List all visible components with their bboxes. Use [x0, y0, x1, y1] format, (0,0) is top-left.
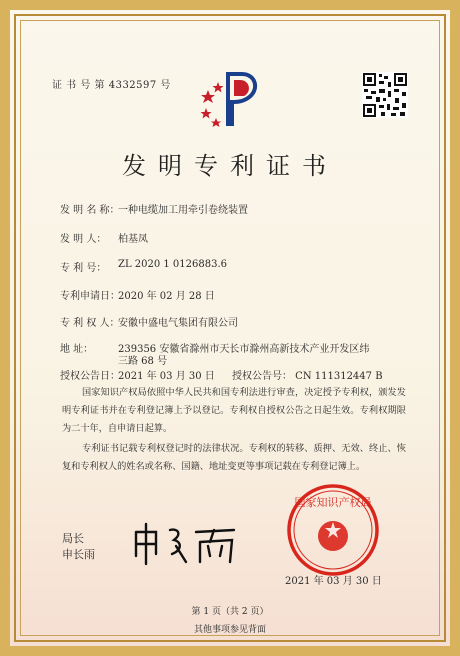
official-seal [285, 482, 381, 578]
director-name: 申长雨 [62, 548, 95, 561]
field-label-patent-no: 专 利 号： [60, 263, 107, 274]
field-value-patent-no: ZL 2020 1 0126883.6 [118, 259, 228, 270]
field-label-address: 地 址： [60, 344, 94, 355]
director-signature [130, 520, 250, 566]
field-value-invention-name: 一种电缆加工用牵引卷绕装置 [118, 205, 248, 216]
field-label-invention-name: 发 明 名 称： [60, 205, 120, 216]
announcement-number: 授权公告号： CN 111312447 B [232, 371, 383, 382]
footer-note: 其他事项参见背面 [193, 625, 266, 635]
field-label-patentee: 专 利 权 人： [60, 318, 120, 329]
page-number: 第 1 页（共 2 页） [191, 607, 269, 617]
field-value-inventor: 柏基凤 [118, 234, 148, 245]
certificate-number: 证 书 号 第 4332597 号 [52, 80, 171, 91]
field-value-grant-date: 2021 年 03 月 30 日 [118, 371, 215, 382]
field-label-filing-date: 专利申请日： [60, 291, 120, 302]
field-value-filing-date: 2020 年 02 月 28 日 [118, 291, 215, 302]
certificate-title: 发明专利证书 [122, 152, 338, 180]
field-value-address-line2: 三路 68 号 [118, 356, 168, 367]
field-label-inventor: 发 明 人： [60, 234, 107, 245]
field-label-grant-date: 授权公告日： [60, 371, 120, 382]
director-role: 局长 [62, 532, 84, 545]
seal-text: 国家知识产权局 [294, 496, 372, 509]
field-value-patentee: 安徽中盛电气集团有限公司 [118, 318, 238, 329]
paragraph-grant: 国家知识产权局依照中华人民共和国专利法进行审查，决定授予专利权，颁发发明专利证书并在专利登记簿上予以登记。专利权自授权公告之日起生效。专利权期限为二十年，自申请日起算。 [62, 387, 406, 434]
cnipa-emblem-icon [198, 68, 264, 128]
field-value-address: 239356 安徽省滁州市天长市滁州高新技术产业开发区纬 [118, 344, 370, 355]
paragraph-legal-status: 专利证书记载专利权登记时的法律状况。专利权的转移、质押、无效、终止、恢复和专利权人的姓名或名称、国籍、地址变更等事项记载在专利登记簿上。 [62, 443, 406, 472]
qr-code-icon [362, 72, 408, 118]
seal-date: 2021 年 03 月 30 日 [285, 576, 382, 587]
